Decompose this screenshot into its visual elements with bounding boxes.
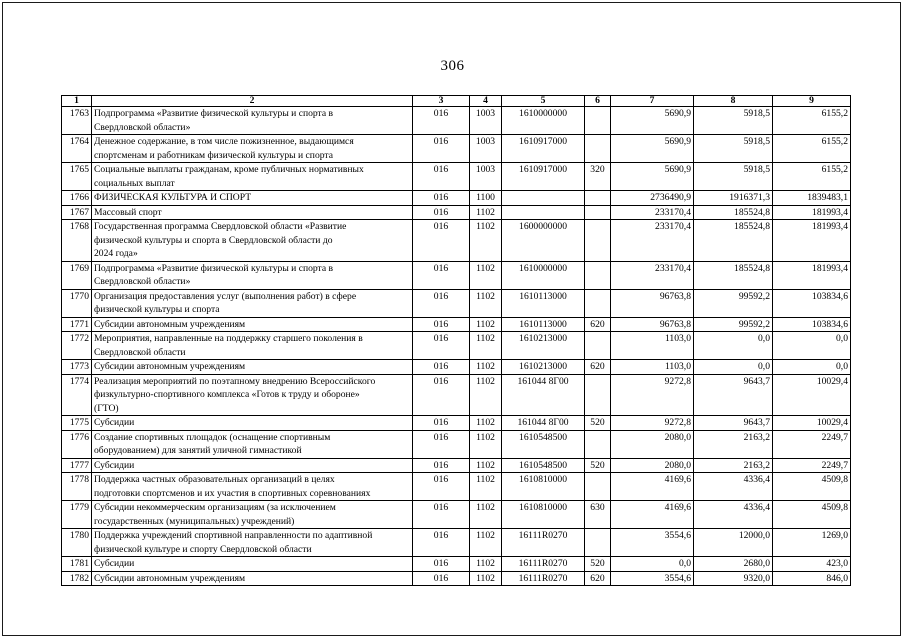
expense-type-code: 520: [585, 416, 611, 431]
row-number: 1776: [62, 430, 92, 458]
amount-year-3: 6155,2: [773, 135, 851, 163]
row-name-line: Организация предоставления услуг (выполнения работ) в сфере: [94, 290, 357, 302]
amount-year-3: 423,0: [773, 557, 851, 572]
table-row: [62, 332, 851, 360]
table-row: [62, 107, 851, 135]
row-number: 1772: [62, 332, 92, 360]
section-code: 1102: [470, 220, 502, 262]
admin-code: 016: [413, 220, 470, 262]
row-name-line: Поддержка частных образовательных организаций в целях: [94, 474, 335, 485]
section-code: 1102: [470, 374, 502, 416]
row-name-line: Мероприятия, направленные на поддержку старшего поколения в: [94, 333, 363, 344]
row-number: 1774: [62, 374, 92, 416]
amount-year-2: 1916371,3: [694, 191, 773, 206]
row-name: [92, 261, 413, 289]
amount-year-3: 181993,4: [773, 220, 851, 262]
table-row: [62, 163, 851, 191]
admin-code: 016: [413, 135, 470, 163]
admin-code: 016: [413, 374, 470, 416]
amount-year-1: 4169,6: [611, 473, 694, 501]
section-code: 1102: [470, 360, 502, 375]
amount-year-2: 5918,5: [694, 107, 773, 135]
expense-type-code: [585, 261, 611, 289]
row-name-line: Денежное содержание, в том числе пожизненное, выдающимся: [94, 136, 354, 147]
amount-year-3: 4509,8: [773, 501, 851, 529]
target-article-code: [502, 205, 585, 220]
amount-year-3: 103834,6: [773, 317, 851, 332]
expense-type-code: 630: [585, 501, 611, 529]
section-code: 1003: [470, 107, 502, 135]
row-number: 1769: [62, 261, 92, 289]
table-row: [62, 220, 851, 262]
admin-code: 016: [413, 473, 470, 501]
row-number: 1777: [62, 458, 92, 473]
admin-code: 016: [413, 289, 470, 317]
row-name: [92, 374, 413, 416]
expense-type-code: [585, 332, 611, 360]
table-row: [62, 205, 851, 220]
row-name: [92, 501, 413, 529]
row-name-line: физической культуры и спорта в Свердловской области до: [94, 234, 333, 246]
row-name-line: физической культуры и спорта: [94, 304, 220, 315]
row-name-line: 2024 года»: [94, 248, 138, 259]
table-row: [62, 501, 851, 529]
row-name-line: Свердловской области»: [94, 276, 191, 287]
admin-code: 016: [413, 261, 470, 289]
row-name: [92, 205, 413, 220]
amount-year-2: 9643,7: [694, 416, 773, 431]
row-name: [92, 163, 413, 191]
target-article-code: 1610917000: [502, 135, 585, 163]
column-header: 5: [502, 96, 585, 107]
admin-code: 016: [413, 557, 470, 572]
column-header: 9: [773, 96, 851, 107]
amount-year-1: 233170,4: [611, 220, 694, 262]
row-name-line: Подпрограмма «Развитие физической культуры и спорта в: [94, 262, 334, 274]
amount-year-1: 3554,6: [611, 571, 694, 586]
section-code: 1102: [470, 458, 502, 473]
row-number: 1765: [62, 163, 92, 191]
amount-year-2: 2163,2: [694, 458, 773, 473]
amount-year-3: 4509,8: [773, 473, 851, 501]
section-code: 1102: [470, 317, 502, 332]
amount-year-2: 185524,8: [694, 205, 773, 220]
target-article-code: 16111R0270: [502, 571, 585, 586]
amount-year-2: 2680,0: [694, 557, 773, 572]
row-name: [92, 557, 413, 572]
amount-year-2: 99592,2: [694, 317, 773, 332]
table-row: [62, 317, 851, 332]
target-article-code: 161044 8Г00: [502, 374, 585, 416]
row-number: 1773: [62, 360, 92, 375]
expense-type-code: 520: [585, 458, 611, 473]
amount-year-1: 233170,4: [611, 205, 694, 220]
admin-code: 016: [413, 317, 470, 332]
admin-code: 016: [413, 191, 470, 206]
expense-type-code: 620: [585, 571, 611, 586]
target-article-code: 1610113000: [502, 317, 585, 332]
amount-year-1: 4169,6: [611, 501, 694, 529]
expense-type-code: [585, 430, 611, 458]
amount-year-1: 1103,0: [611, 360, 694, 375]
amount-year-1: 3554,6: [611, 529, 694, 557]
target-article-code: 16111R0270: [502, 557, 585, 572]
budget-table: [61, 95, 851, 586]
row-name: [92, 430, 413, 458]
expense-type-code: [585, 529, 611, 557]
amount-year-1: 233170,4: [611, 261, 694, 289]
expense-type-code: [585, 374, 611, 416]
amount-year-1: 5690,9: [611, 163, 694, 191]
column-header: 4: [470, 96, 502, 107]
row-name-line: (ГТО): [94, 402, 119, 414]
target-article-code: 16111R0270: [502, 529, 585, 557]
section-code: 1102: [470, 430, 502, 458]
row-name-line: ФИЗИЧЕСКАЯ КУЛЬТУРА И СПОРТ: [94, 192, 252, 203]
row-number: 1767: [62, 205, 92, 220]
amount-year-1: 9272,8: [611, 374, 694, 416]
amount-year-3: 181993,4: [773, 205, 851, 220]
section-code: 1003: [470, 135, 502, 163]
row-number: 1775: [62, 416, 92, 431]
column-header: 3: [413, 96, 470, 107]
row-name-line: Субсидии автономным учреждениям: [94, 572, 246, 584]
target-article-code: 1610213000: [502, 360, 585, 375]
target-article-code: 1610548500: [502, 430, 585, 458]
admin-code: 016: [413, 458, 470, 473]
row-name-line: Субсидии автономным учреждениям: [94, 318, 246, 330]
target-article-code: 1610810000: [502, 473, 585, 501]
amount-year-3: 181993,4: [773, 261, 851, 289]
admin-code: 016: [413, 430, 470, 458]
column-header: 7: [611, 96, 694, 107]
row-number: 1778: [62, 473, 92, 501]
row-name: [92, 360, 413, 375]
row-name-line: Субсидии автономным учреждениям: [94, 361, 246, 372]
row-name: [92, 571, 413, 586]
amount-year-1: 2080,0: [611, 458, 694, 473]
row-name-line: Субсидии: [94, 558, 135, 569]
target-article-code: 1600000000: [502, 220, 585, 262]
amount-year-3: 1839483,1: [773, 191, 851, 206]
table-row: [62, 430, 851, 458]
row-name-line: социальных выплат: [94, 177, 175, 189]
row-name-line: Создание спортивных площадок (оснащение спортивным: [94, 431, 331, 443]
amount-year-3: 2249,7: [773, 430, 851, 458]
table-row: [62, 571, 851, 586]
table-body: [62, 107, 851, 586]
row-name-line: государственных (муниципальных) учреждений): [94, 515, 295, 527]
expense-type-code: [585, 205, 611, 220]
row-name-line: Субсидии: [94, 417, 135, 428]
amount-year-2: 185524,8: [694, 220, 773, 262]
expense-type-code: [585, 107, 611, 135]
expense-type-code: 320: [585, 163, 611, 191]
amount-year-2: 4336,4: [694, 473, 773, 501]
row-number: 1763: [62, 107, 92, 135]
expense-type-code: [585, 220, 611, 262]
target-article-code: 1610113000: [502, 289, 585, 317]
admin-code: 016: [413, 163, 470, 191]
column-header: 8: [694, 96, 773, 107]
section-code: 1102: [470, 261, 502, 289]
section-code: 1100: [470, 191, 502, 206]
amount-year-3: 6155,2: [773, 163, 851, 191]
expense-type-code: 520: [585, 557, 611, 572]
amount-year-2: 185524,8: [694, 261, 773, 289]
target-article-code: 1610917000: [502, 163, 585, 191]
table-row: [62, 360, 851, 375]
section-code: 1102: [470, 332, 502, 360]
row-name: [92, 332, 413, 360]
admin-code: 016: [413, 205, 470, 220]
amount-year-3: 10029,4: [773, 416, 851, 431]
target-article-code: 1610213000: [502, 332, 585, 360]
amount-year-1: 5690,9: [611, 107, 694, 135]
table-row: [62, 416, 851, 431]
admin-code: 016: [413, 332, 470, 360]
expense-type-code: 620: [585, 317, 611, 332]
row-number: 1764: [62, 135, 92, 163]
amount-year-2: 4336,4: [694, 501, 773, 529]
section-code: 1102: [470, 529, 502, 557]
column-header: 1: [62, 96, 92, 107]
target-article-code: 1610000000: [502, 261, 585, 289]
section-code: 1102: [470, 557, 502, 572]
row-number: 1779: [62, 501, 92, 529]
admin-code: 016: [413, 360, 470, 375]
amount-year-1: 96763,8: [611, 317, 694, 332]
row-name: [92, 473, 413, 501]
row-name: [92, 317, 413, 332]
row-number: 1766: [62, 191, 92, 206]
row-name-line: физкультурно-спортивного комплекса «Готов к труду и обороне»: [94, 389, 360, 400]
row-name: [92, 289, 413, 317]
amount-year-1: 96763,8: [611, 289, 694, 317]
section-code: 1102: [470, 501, 502, 529]
table-row: [62, 374, 851, 416]
page-number: 306: [440, 58, 465, 74]
section-code: 1102: [470, 205, 502, 220]
target-article-code: 1610548500: [502, 458, 585, 473]
amount-year-2: 5918,5: [694, 163, 773, 191]
amount-year-2: 99592,2: [694, 289, 773, 317]
amount-year-3: 6155,2: [773, 107, 851, 135]
target-article-code: 1610000000: [502, 107, 585, 135]
amount-year-1: 5690,9: [611, 135, 694, 163]
row-number: 1770: [62, 289, 92, 317]
row-name: [92, 416, 413, 431]
amount-year-3: 2249,7: [773, 458, 851, 473]
row-number: 1781: [62, 557, 92, 572]
row-name-line: Социальные выплаты гражданам, кроме публичных нормативных: [94, 164, 364, 175]
table-row: [62, 458, 851, 473]
row-name-line: Государственная программа Свердловской области «Развитие: [94, 221, 347, 232]
amount-year-3: 1269,0: [773, 529, 851, 557]
amount-year-3: 10029,4: [773, 374, 851, 416]
amount-year-2: 0,0: [694, 360, 773, 375]
row-name: [92, 529, 413, 557]
expense-type-code: 620: [585, 360, 611, 375]
target-article-code: 161044 8Г00: [502, 416, 585, 431]
amount-year-2: 12000,0: [694, 529, 773, 557]
amount-year-3: 103834,6: [773, 289, 851, 317]
table-header-row: [62, 96, 851, 107]
row-name-line: подготовки спортсменов и их участия в спортивных соревнованиях: [94, 487, 371, 499]
row-number: 1780: [62, 529, 92, 557]
row-name: [92, 135, 413, 163]
amount-year-1: 0,0: [611, 557, 694, 572]
row-number: 1771: [62, 317, 92, 332]
target-article-code: 1610810000: [502, 501, 585, 529]
amount-year-3: 0,0: [773, 332, 851, 360]
amount-year-2: 9643,7: [694, 374, 773, 416]
section-code: 1102: [470, 416, 502, 431]
row-number: 1768: [62, 220, 92, 262]
admin-code: 016: [413, 501, 470, 529]
table-row: [62, 529, 851, 557]
column-header: 2: [92, 96, 413, 107]
amount-year-1: 9272,8: [611, 416, 694, 431]
admin-code: 016: [413, 571, 470, 586]
row-name-line: Массовый спорт: [94, 206, 162, 218]
table-row: [62, 473, 851, 501]
amount-year-2: 0,0: [694, 332, 773, 360]
table-row: [62, 135, 851, 163]
amount-year-2: 2163,2: [694, 430, 773, 458]
amount-year-2: 9320,0: [694, 571, 773, 586]
row-number: 1782: [62, 571, 92, 586]
row-name-line: Подпрограмма «Развитие физической культуры и спорта в: [94, 108, 334, 119]
table-row: [62, 191, 851, 206]
row-name: [92, 220, 413, 262]
expense-type-code: [585, 289, 611, 317]
expense-type-code: [585, 191, 611, 206]
section-code: 1102: [470, 289, 502, 317]
amount-year-2: 5918,5: [694, 135, 773, 163]
amount-year-1: 1103,0: [611, 332, 694, 360]
row-name-line: Свердловской области»: [94, 121, 191, 133]
row-name-line: Реализация мероприятий по поэтапному внедрению Всероссийского: [94, 375, 376, 387]
amount-year-3: 846,0: [773, 571, 851, 586]
target-article-code: [502, 191, 585, 206]
table-row: [62, 289, 851, 317]
amount-year-1: 2080,0: [611, 430, 694, 458]
table-row: [62, 557, 851, 572]
admin-code: 016: [413, 416, 470, 431]
expense-type-code: [585, 135, 611, 163]
amount-year-3: 0,0: [773, 360, 851, 375]
section-code: 1003: [470, 163, 502, 191]
row-name-line: спортсменам и работникам физической культуры и спорта: [94, 149, 333, 161]
row-name-line: Поддержка учреждений спортивной направленности по адаптивной: [94, 530, 373, 541]
row-name: [92, 458, 413, 473]
row-name: [92, 107, 413, 135]
row-name-line: физической культуре и спорту Свердловской области: [94, 543, 312, 555]
admin-code: 016: [413, 529, 470, 557]
table-row: [62, 261, 851, 289]
amount-year-1: 2736490,9: [611, 191, 694, 206]
row-name-line: Субсидии некоммерческим организациям (за исключением: [94, 502, 336, 513]
column-header: 6: [585, 96, 611, 107]
row-name-line: Субсидии: [94, 459, 135, 471]
row-name-line: Свердловской области: [94, 346, 186, 358]
section-code: 1102: [470, 571, 502, 586]
section-code: 1102: [470, 473, 502, 501]
expense-type-code: [585, 473, 611, 501]
row-name-line: оборудованием) для занятий уличной гимнастикой: [94, 445, 302, 456]
admin-code: 016: [413, 107, 470, 135]
row-name: [92, 191, 413, 206]
